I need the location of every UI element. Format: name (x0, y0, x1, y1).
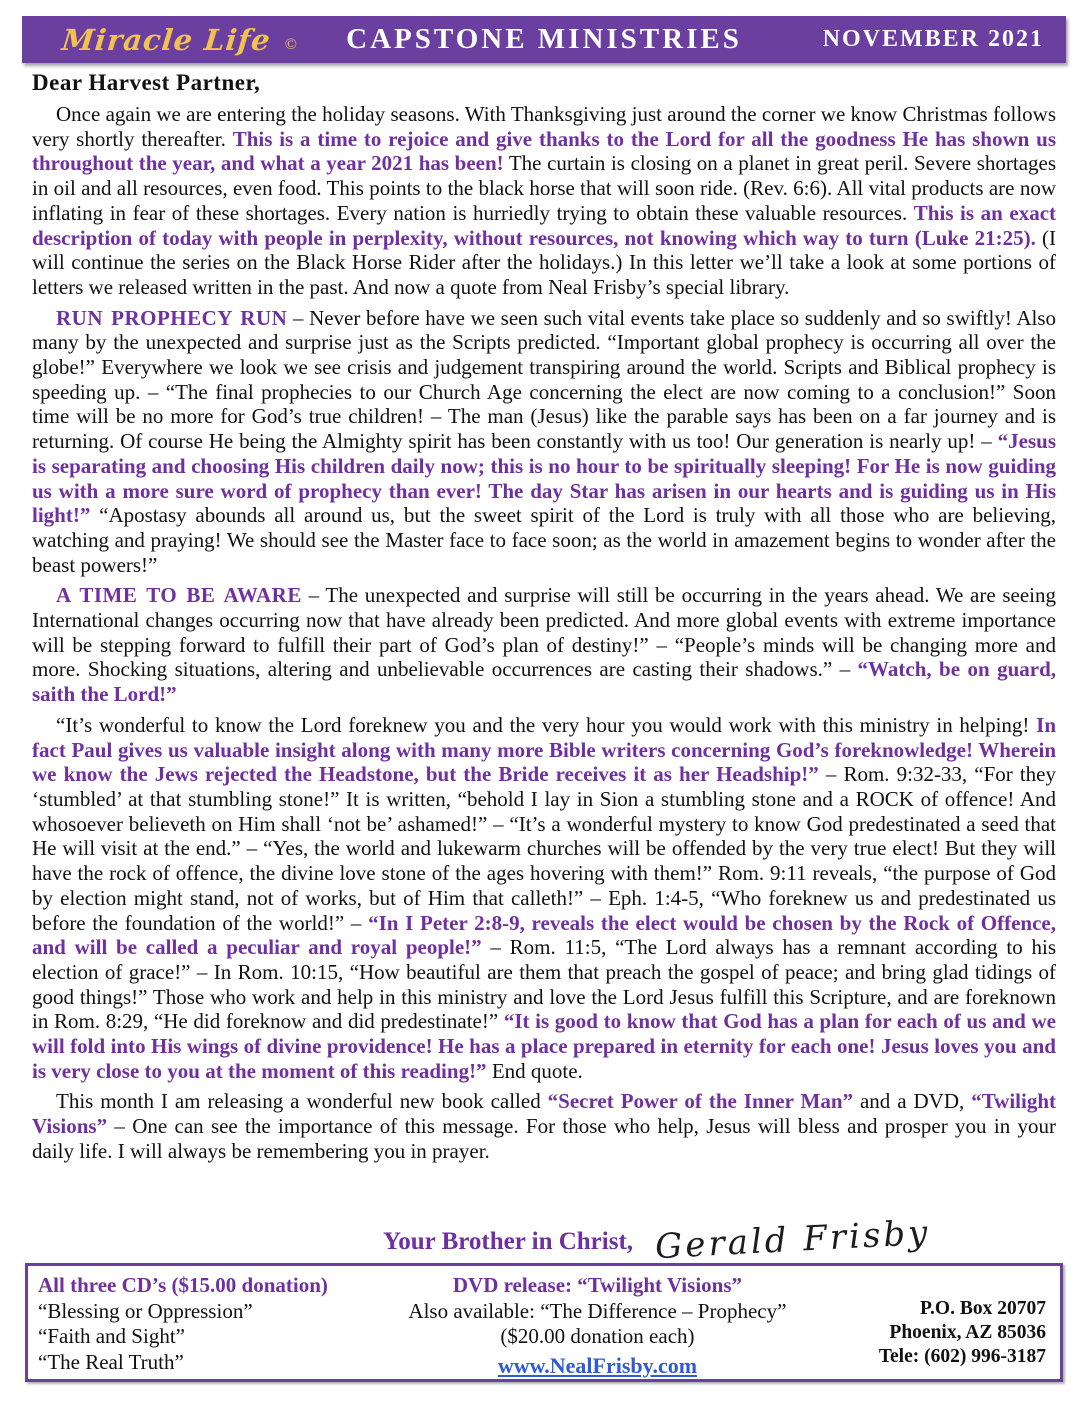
po-box: P.O. Box 20707 (919, 1298, 1046, 1319)
highlighted-text-run: “Twilight Visions” (32, 1089, 1056, 1139)
newsletter-banner (22, 16, 1066, 63)
text-run: – One can see the importance of this message. For those who help, Jesus will bless and prosper you in your daily life. I will always be remembering you in prayer. (32, 1114, 1056, 1163)
ordering-info-box (25, 1263, 1063, 1382)
cd-item: “The Real Truth” (38, 1349, 184, 1374)
dvd-also-available: Also available: “The Difference – Prophecy” (408, 1298, 787, 1323)
text-run: (I will continue the series on the Black Horse Rider after the holidays.) In this letter we’ll take a look at some portions of letters we released written in the past. And now a quote from Neal Frisby’s special library. (32, 225, 1056, 299)
text-run: – Never before have we seen such vital events take place so suddenly and so swiftly! Also many by the unexpected and surprise just as the Scripts predicted. “Important global prophecy is occurring all over the globe!” Everywhere we look we see crisis and judgement transpiring around the world. Scripts and Biblical prophecy is speeding up. – “The final prophecies to our Church Age concerning the elect are now coming to a conclusion!” Soon time will be no more for God’s true children! – The man (Jesus) like the parable says has been on a far journey and is returning. Of course He being the Almighty spirit has been constantly with us too! Our generation is nearly up! – (32, 305, 1056, 454)
paragraph (32, 713, 1056, 1084)
contact-block (794, 1273, 1046, 1371)
issue-date: NOVEMBER 2021 (822, 26, 1044, 52)
cd-list-title: All three CD’s ($15.00 donation) (38, 1273, 328, 1297)
highlighted-text-run: “It is good to know that God has a plan for each of us and we will fold into His wings of divine providence! He has a place prepared in eternity for each one! Jesus loves you and is very close to you at the moment of this reading!” (32, 1009, 1056, 1083)
highlighted-text-run: “Watch, be on guard, saith the Lord!” (32, 657, 1056, 707)
text-run: The curtain is closing on a planet in great peril. Severe shortages in oil and all resources, even food. This points to the black horse that will soon ride. (Rev. 6:6). All vital products are now inflating in fear of these shortages. Every nation is hurriedly trying to obtain these valuable resources. (32, 151, 1057, 225)
paragraph (32, 583, 1056, 707)
cd-item: “Faith and Sight” (38, 1324, 185, 1348)
highlighted-text-run: This is a time to rejoice and give thanks to the Lord for all the goodness He has shown us throughout the year, and what a year 2021 has been! (32, 126, 1057, 176)
text-run: “Apostasy abounds all around us, but the sweet spirit of the Lord is truly with all those who are believing, watching and praying! We should see the Master face to face soon; as the world in amazement begins to wonder after the beast powers!” (32, 503, 1056, 577)
miracle-life-logo: Miracle Life (60, 22, 273, 57)
ministry-title: CAPSTONE MINISTRIES (346, 23, 742, 55)
text-run: – Rom. 9:32-33, “For they ‘stumbled’ at that stumbling stone!” It is written, “behold I lay in Sion a stumbling stone and a ROCK of offence! And whosoever believeth on Him shall ‘not be’ ashamed!” – “It’s a wonderful mystery to know God predestinated a seed that He will visit at the end.” – “Yes, the world and lukewarm churches will be offended by the very true elect! But they will have the rock of offence, the divine love stone of the ages hovering with them!” Rom. 9:11 reveals, “the purpose of God by election might stand, not of works, but of Him that calleth!” – Eph. 1:4-5, “Who foreknew us and predestinated us before the foundation of the world!” – (32, 762, 1056, 935)
text-run: – Rom. 11:5, “The Lord always has a remnant according to his election of grace!” – In Rom. 10:15, “How beautiful are them that preach the gospel of peace; and bring glad tidings of good things!” Those who work and help in this ministry and love the Lord Jesus fulfill this Scripture, and are foreknown in Rom. 8:29, “He did foreknow and did predestinate!” (32, 935, 1056, 1034)
highlighted-text-run: This is an exact description of today with people in perplexity, without resources, not knowing which way to turn (Luke 21:25). (32, 200, 1057, 250)
paragraph (32, 102, 1056, 300)
dvd-release-title: DVD release: “Twilight Visions” (452, 1273, 742, 1297)
closing-line: Your Brother in Christ, (383, 1228, 634, 1255)
highlighted-text-run: “Secret Power of the Inner Man” (547, 1089, 854, 1114)
highlighted-text-run: “In I Peter 2:8-9, reveals the elect would be chosen by the Rock of Offence, and will be called a peculiar and royal people!” (32, 910, 1056, 960)
highlighted-text-run: A TIME TO BE AWARE (56, 583, 302, 608)
text-run: Once again we are entering the holiday seasons. With Thanksgiving just around the corner we know Christmas follows very shortly thereafter. (32, 102, 1056, 151)
letter-body (32, 102, 1056, 1170)
text-run: This month I am releasing a wonderful new book called (56, 1089, 548, 1114)
city-state-zip: Phoenix, AZ 85036 (889, 1322, 1046, 1343)
highlighted-text-run: In fact Paul gives us valuable insight along with many more Bible writers concerning God’s foreknowledge! Wherein we know the Jews rejected the Headstone, but the Bride receives it as her Headship!” (32, 712, 1056, 787)
highlighted-text-run: RUN PROPHECY RUN (56, 305, 288, 330)
paragraph (32, 1089, 1056, 1163)
text-run: – The unexpected and surprise will still be occurring in the years ahead. We are seeing International changes occurring now that have already been predicted. And more global events with extreme importance will be stepping forward to fulfill their part of God’s plan of destiny!” – “People’s minds will be changing more and more. Shocking situations, altering and unbelievable occurrences are casting their shadows.” – (32, 583, 1057, 682)
highlighted-text-run: “Jesus is separating and choosing His children daily now; this is no hour to be spiritually sleeping! For He is now guiding us with a more sure word of prophecy than ever! The day Star has arisen in our hearts and is guiding us in His light!” (32, 429, 1056, 528)
website-link[interactable]: www.NealFrisby.com (497, 1352, 698, 1378)
telephone: Tele: (602) 996-3187 (878, 1346, 1046, 1367)
salutation: Dear Harvest Partner, (32, 70, 261, 95)
copyright-symbol: © (284, 35, 297, 53)
paragraph (32, 306, 1056, 578)
dvd-donation: ($20.00 donation each) (500, 1324, 695, 1348)
handwritten-signature: Gerald Frisby (654, 1212, 932, 1268)
text-run: and a DVD, (853, 1089, 972, 1114)
text-run: “It’s wonderful to know the Lord foreknew you and the very hour you would work with this ministry in helping! (56, 712, 1037, 737)
cd-item: “Blessing or Oppression” (38, 1298, 253, 1323)
dvd-info (401, 1273, 794, 1378)
cd-list (38, 1273, 401, 1374)
text-run: End quote. (486, 1058, 583, 1083)
